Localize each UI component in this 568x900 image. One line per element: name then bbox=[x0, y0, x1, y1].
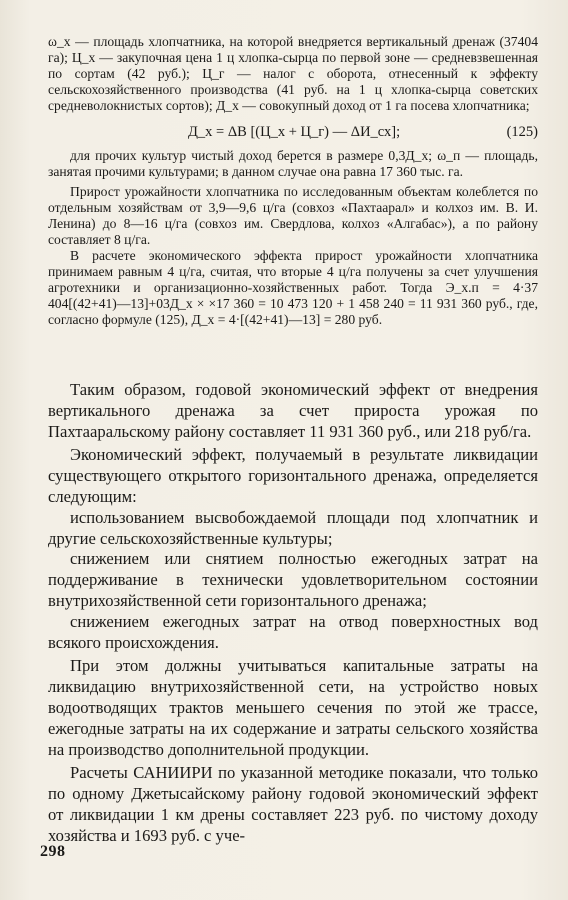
large-text-block bbox=[48, 380, 538, 847]
formula-125 bbox=[48, 120, 538, 146]
paragraph-capital-costs: При этом должны учитываться капитальные затраты на ликвидацию внутрихозяйственной сети, на устройство новых водоотводящих трактов меньшего сечения по этой же трассе, ежегодные затраты на их содержание и затраты сельского хозяйства на производство дополнительной продукции. bbox=[48, 656, 538, 759]
paragraph-calculation: В расчете экономического эффекта прирост урожайности хлопчатника принимаем равным 4 ц/га, считая, что вторые 4 ц/га получены за счет улучшения агротехники и организационно-хозяйственных работ. Тогда Э_х.п = 4·37 404[(42+41)—13]+03Д_x × ×17 360 = 10 473 120 + 1 458 240 = 11 931 360 руб., где, согласно формуле (125), Д_x = 4·[(42+41)—13] = 280 руб. bbox=[48, 248, 538, 327]
list-item-maintenance-costs: снижением или снятием полностью ежегодных затрат на поддерживание в технически удовлетворительном состоянии внутрихозяйственной сети горизонтального дренажа; bbox=[48, 549, 538, 610]
paragraph-other-crops: для прочих культур чистый доход берется в размере 0,3Д_x; ω_п — площадь, занятая прочими культурами; в данном случае она равна 17 360 тыс. га. bbox=[48, 148, 538, 179]
list-item-surface-water: снижением ежегодных затрат на отвод поверхностных вод всякого происхождения. bbox=[48, 611, 538, 652]
paragraph-definitions: ω_x — площадь хлопчатника, на которой внедряется вертикальный дренаж (37404 га); Ц_x — закупочная цена 1 ц хлопка-сырца по первой зоне — средневзвешенная по сортам (42 руб.); Ц_г — налог с оборота, отнесенный к эффекту сельскохозяйственного производства (41 руб. на 1 ц хлопка-сырца советских средневолокнистых сортов); Д_x — совокупный доход от 1 га посева хлопчатника; bbox=[48, 34, 538, 113]
paragraph-liquidation-effect: Экономический эффект, получаемый в результате ликвидации существующего открытого горизонтального дренажа, определяется следующим: bbox=[48, 445, 538, 506]
formula-expression: Д_x = ΔВ [(Ц_x + Ц_г) — ΔИ_сх]; bbox=[188, 124, 401, 140]
paragraph-yield-increase: Прирост урожайности хлопчатника по исследованным объектам колеблется по отдельным хозяйствам от 3,9—9,6 ц/га (совхоз «Пахтаарал» и колхоз им. В. И. Ленина) до 8—16 ц/га (совхоз им. Свердлова, колхоз «Алгабас»), а по району составляет 8 ц/га. bbox=[48, 184, 538, 247]
list-item-area-use: использованием высвобождаемой площади под хлопчатник и другие сельскохозяйственные культуры; bbox=[48, 507, 538, 548]
page-number: 298 bbox=[40, 843, 66, 860]
paragraph-saniiri-results: Расчеты САНИИРИ по указанной методике показали, что только по одному Джетысайскому району годовой экономический эффект от ликвидации 1 км дрены составляет 223 руб. по чистому доходу хозяйства и 1693 руб. с уче- bbox=[48, 763, 538, 845]
formula-number: (125) bbox=[506, 124, 538, 140]
small-text-block bbox=[48, 34, 538, 328]
paragraph-annual-effect: Таким образом, годовой экономический эффект от внедрения вертикального дренажа за счет прироста урожая по Пахтааральскому району составляет 11 931 360 руб., или 218 руб/га. bbox=[48, 380, 538, 441]
